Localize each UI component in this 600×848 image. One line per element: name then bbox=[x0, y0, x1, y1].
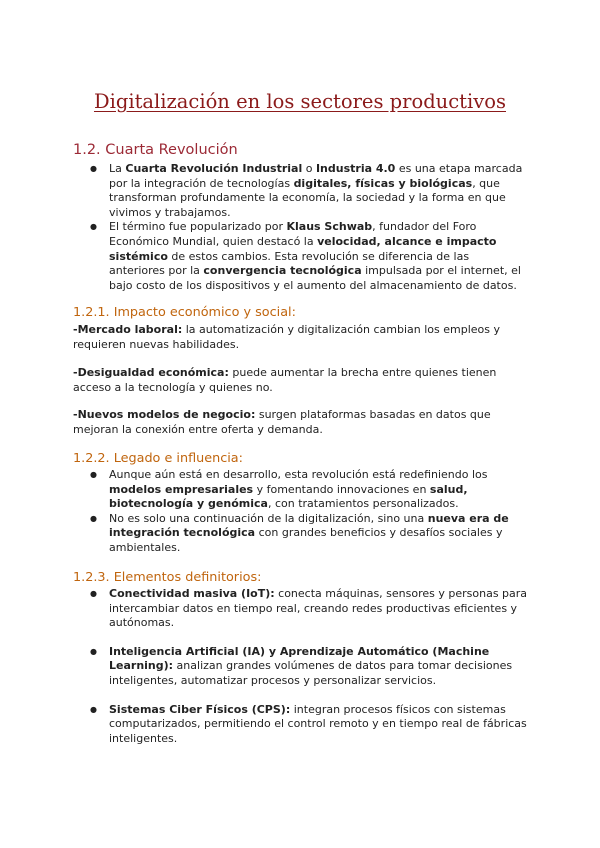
subsection-heading-1-2-1: 1.2.1. Impacto económico y social: bbox=[73, 305, 296, 320]
list-item: ● Sistemas Ciber Físicos (CPS): integran procesos físicos con sistemas computarizados, permitiendo el control remoto y en tiempo real de fábricas inteligentes. bbox=[73, 703, 528, 747]
legacy-list bbox=[73, 468, 528, 556]
impact-paragraph-labor: -Mercado laboral: la automatización y digitalización cambian los empleos y requieren nuevas habilidades. bbox=[73, 323, 501, 351]
elements-list bbox=[73, 587, 528, 746]
list-item: ● El término fue popularizado por Klaus Schwab, fundador del Foro Económico Mundial, quien destacó la velocidad, alcance e impacto sistémico de estos cambios. Esta revolución se diferencia de las anteriores por la convergencia tecnológica impulsada por el internet, el bajo costo de los dispositivos y el aumento del almacenamiento de datos. bbox=[73, 220, 528, 293]
impact-paragraph-inequality: -Desigualdad económica: puede aumentar la brecha entre quienes tienen acceso a la tecnología y quienes no. bbox=[73, 366, 497, 394]
subsection-heading-1-2-2: 1.2.2. Legado e influencia: bbox=[73, 451, 243, 466]
document-title: Digitalización en los sectores productivos bbox=[93, 90, 506, 113]
impact-paragraph-business-models: -Nuevos modelos de negocio: surgen plataformas basadas en datos que mejoran la conexión entre oferta y demanda. bbox=[73, 408, 491, 436]
list-item: ● No es solo una continuación de la digitalización, sino una nueva era de integración tecnológica con grandes beneficios y desafíos sociales y ambientales. bbox=[73, 512, 528, 556]
section-heading-1-2: 1.2. Cuarta Revolución bbox=[73, 142, 238, 158]
list-item: ● Inteligencia Artificial (IA) y Aprendizaje Automático (Machine Learning): analizan grandes volúmenes de datos para tomar decisiones inteligentes, automatizar procesos y personalizar servicios. bbox=[73, 645, 528, 689]
list-item: ● Aunque aún está en desarrollo, esta revolución está redefiniendo los modelos empresariales y fomentando innovaciones en salud, biotecnología y genómica, con tratamientos personalizados. bbox=[73, 468, 528, 512]
list-item: ● La Cuarta Revolución Industrial o Industria 4.0 es una etapa marcada por la integración de tecnologías digitales, físicas y biológicas, que transforman profundamente la economía, la sociedad y la forma en que vivimos y trabajamos. bbox=[73, 162, 528, 220]
subsection-heading-1-2-3: 1.2.3. Elementos definitorios: bbox=[73, 570, 262, 585]
section-1-2-list bbox=[73, 162, 528, 293]
list-item: ● Conectividad masiva (IoT): conecta máquinas, sensores y personas para intercambiar datos en tiempo real, creando redes productivas eficientes y autónomas. bbox=[73, 587, 528, 631]
